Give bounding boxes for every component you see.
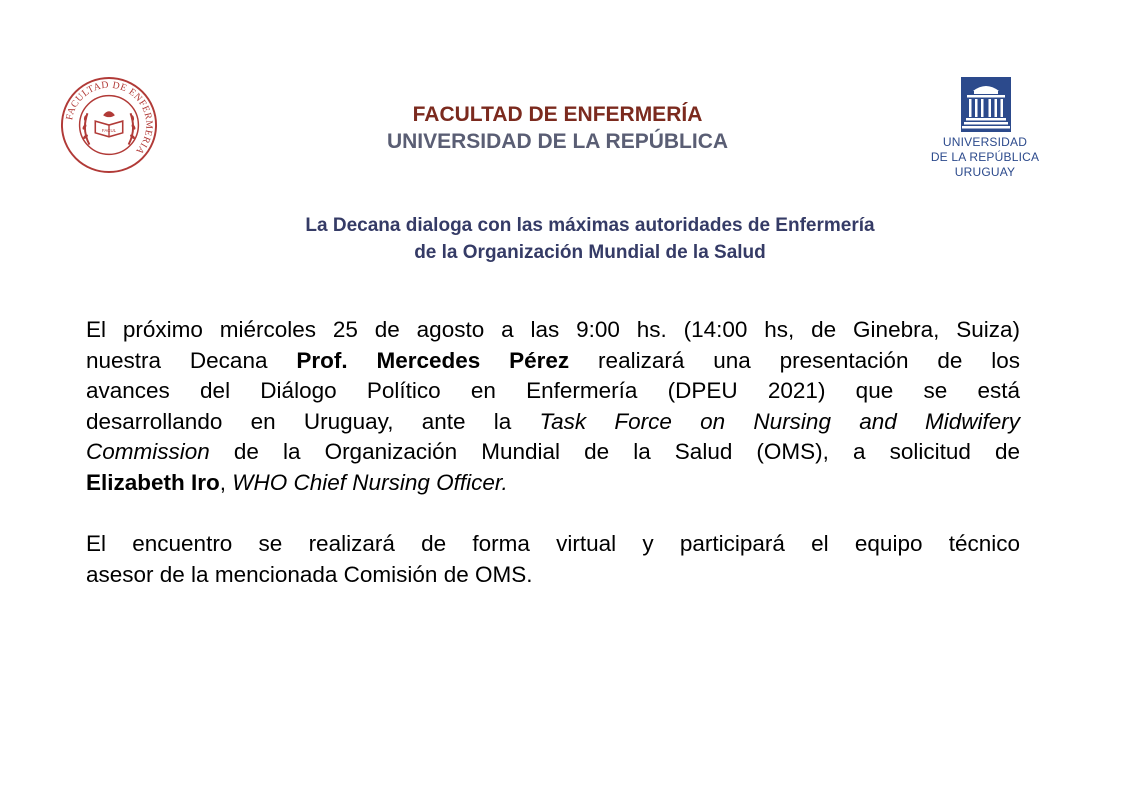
faculty-name: FACULTAD DE ENFERMERÍA [412,103,703,126]
dean-name: Prof. Mercedes Pérez [296,347,570,373]
seal-monogram: FACUL [101,127,117,133]
p1-text: de la Organización Mundial de la Salud (OMS), a solicitud de [209,439,1020,464]
paragraph-2 [86,529,1020,590]
university-logo [923,76,1047,184]
headline-line-1: La Decana dialoga con las máximas autoridades de Enfermería [305,215,875,236]
header-titles [300,101,815,155]
p2-line-1: El encuentro se realizará de forma virtual y participará el equipo técnico [86,531,1020,556]
logo-line-1: UNIVERSIDAD [942,135,1028,149]
headline [190,212,990,266]
p1-text: realizará una presentación de los [569,347,1020,373]
p1-line-2 [86,346,1020,377]
university-building-icon [961,77,1011,132]
officer-name: Elizabeth Iro [86,469,220,495]
p2-line-2: asesor de la mencionada Comisión de OMS. [86,561,533,587]
university-name: UNIVERSIDAD DE LA REPÚBLICA [386,130,729,153]
p1-line-1: El próximo miércoles 25 de agosto a las 9:00 hs. (14:00 hs, de Ginebra, Suiza) [86,317,1020,342]
logo-line-2: DE LA REPÚBLICA [930,150,1040,164]
p1-line-6 [86,468,1020,499]
task-force-name: Task Force on Nursing and Midwifery [539,408,1020,434]
university-wordmark [923,135,1047,180]
paragraph-1 [86,315,1020,498]
p1-text: desarrollando en Uruguay, ante la [86,408,540,434]
commission-word: Commission [86,439,210,464]
p1-line-5 [86,437,1020,468]
p1-line-3: avances del Diálogo Político en Enfermería (DPEU 2021) que se está [86,378,1020,403]
p1-text: nuestra Decana [86,347,297,373]
p1-text: , [219,469,233,495]
announcement-body [86,315,1020,590]
seal-ring-text: FACULTAD DE ENFERMERIA [64,79,155,157]
faculty-seal-logo [60,76,158,174]
p1-line-4 [86,407,1020,438]
headline-line-2: de la Organización Mundial de la Salud [414,242,766,263]
officer-title: WHO Chief Nursing Officer. [232,469,508,495]
logo-line-3: URUGUAY [954,165,1016,179]
